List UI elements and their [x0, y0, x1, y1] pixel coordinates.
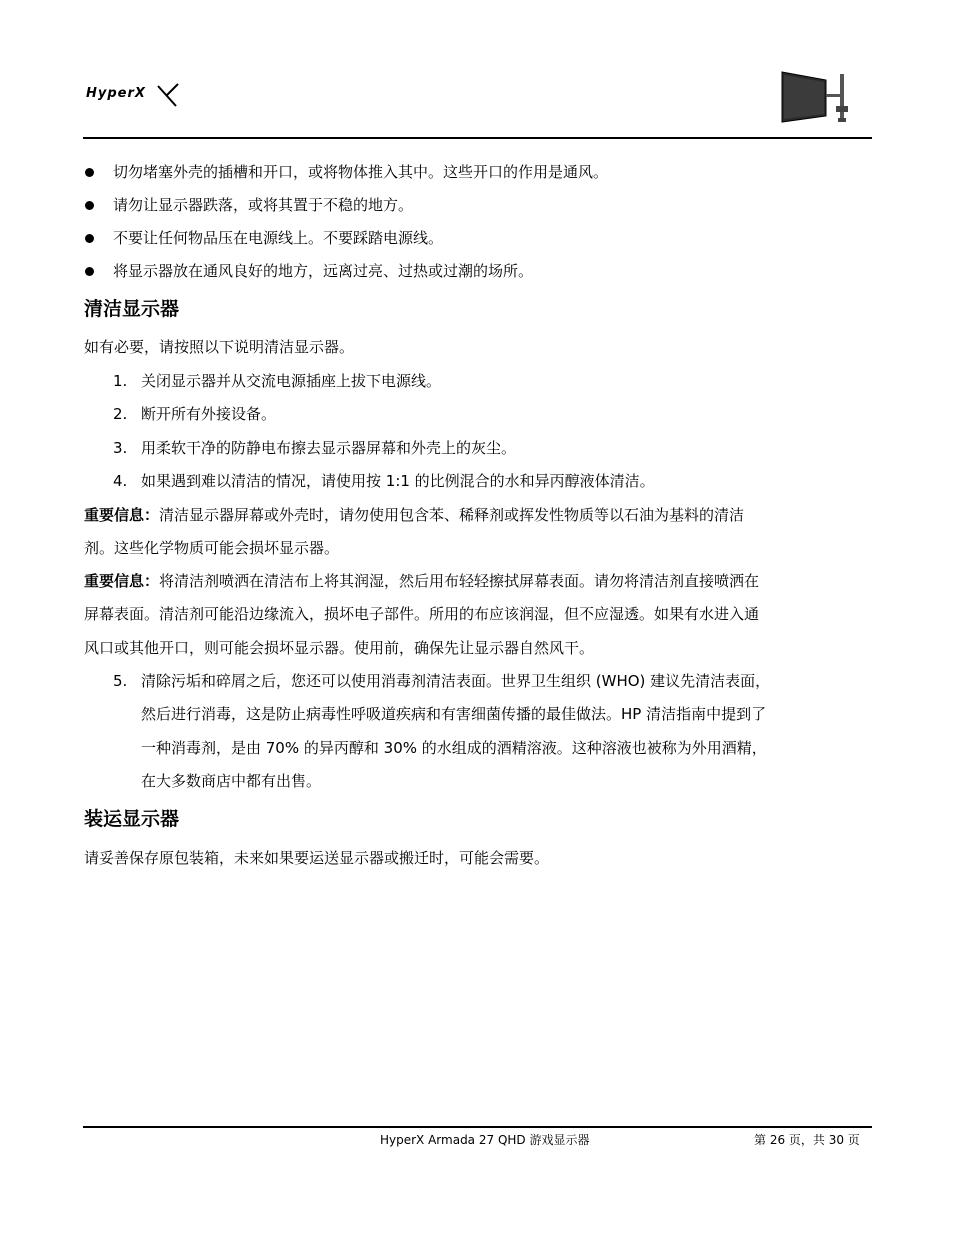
- bullet-text: 切勿堵塞外壳的插槽和开口，或将物体推入其中。这些开口的作用是通风。: [113, 163, 609, 181]
- hyperx-logo: [86, 80, 182, 110]
- notice-text: 清洁显示器屏幕或外壳时，请勿使用包含苯、稀释剂或挥发性物质等以石油为基料的清洁: [159, 506, 745, 524]
- step-text: 断开所有外接设备。: [141, 405, 277, 423]
- bullet-text: 将显示器放在通风良好的地方，远离过亮、过热或过潮的场所。: [113, 262, 534, 280]
- footer-product: HyperX Armada 27 QHD 游戏显示器: [380, 1133, 590, 1147]
- notice-label: 重要信息：: [84, 506, 160, 524]
- bullet-dot: [85, 201, 94, 210]
- bullet-text: 请勿让显示器跌落，或将其置于不稳的地方。: [113, 196, 414, 214]
- bullet-dot: [85, 234, 94, 243]
- step-text: 在大多数商店中都有出售。: [141, 772, 322, 790]
- bullet-dot: [85, 267, 94, 276]
- step-text: 如果遇到难以清洁的情况，请使用按 1:1 的比例混合的水和异丙醇液体清洁。: [141, 472, 655, 490]
- bullet-text: 不要让任何物品压在电源线上。不要踩踏电源线。: [113, 229, 444, 247]
- section-intro: 如有必要，请按照以下说明清洁显示器。: [84, 338, 355, 356]
- step-text: 一种消毒剂，是由 70% 的异丙醇和 30% 的水组成的酒精溶液。这种溶液也被称为外用酒精，: [141, 739, 767, 757]
- notice-label: 重要信息：: [84, 572, 160, 590]
- step-number: 1.: [113, 372, 128, 390]
- section-heading-shipping: 装运显示器: [84, 808, 180, 830]
- notice-text: 将清洁剂喷洒在清洁布上将其润湿，然后用布轻轻擦拭屏幕表面。请勿将清洁剂直接喷洒在: [159, 572, 760, 590]
- footer-page-number: 第 26 页，共 30 页: [754, 1133, 860, 1147]
- notice-line: 剂。这些化学物质可能会损坏显示器。: [84, 539, 340, 557]
- step-text: 关闭显示器并从交流电源插座上拔下电源线。: [141, 372, 442, 390]
- monitor-arm-icon: [778, 70, 852, 124]
- notice-line: 屏幕表面。清洁剂可能沿边缘流入，损坏电子部件。所用的布应该润湿，但不应湿透。如果有水进入通: [84, 605, 760, 623]
- step-text: 然后进行消毒，这是防止病毒性呼吸道疾病和有害细菌传播的最佳做法。HP 清洁指南中提到了: [141, 705, 767, 723]
- step-text: 清除污垢和碎屑之后，您还可以使用消毒剂清洁表面。世界卫生组织 (WHO) 建议先清洁表面，: [141, 672, 771, 690]
- step-number: 5.: [113, 672, 128, 690]
- notice-line: 风口或其他开口，则可能会损坏显示器。使用前，确保先让显示器自然风干。: [84, 639, 595, 657]
- notice-line: [84, 505, 744, 525]
- step-number: 3.: [113, 439, 128, 457]
- footer-rule: [83, 1126, 872, 1128]
- header-rule: [83, 137, 872, 139]
- hyperx-logo-text: HyperX: [86, 86, 146, 101]
- step-number: 2.: [113, 405, 128, 423]
- step-number: 4.: [113, 472, 128, 490]
- notice-line: [84, 571, 759, 591]
- section-text: 请妥善保存原包装箱，未来如果要运送显示器或搬迁时，可能会需要。: [84, 849, 550, 867]
- bullet-dot: [85, 168, 94, 177]
- step-text: 用柔软干净的防静电布擦去显示器屏幕和外壳上的灰尘。: [141, 439, 517, 457]
- section-heading-cleaning: 清洁显示器: [84, 298, 180, 320]
